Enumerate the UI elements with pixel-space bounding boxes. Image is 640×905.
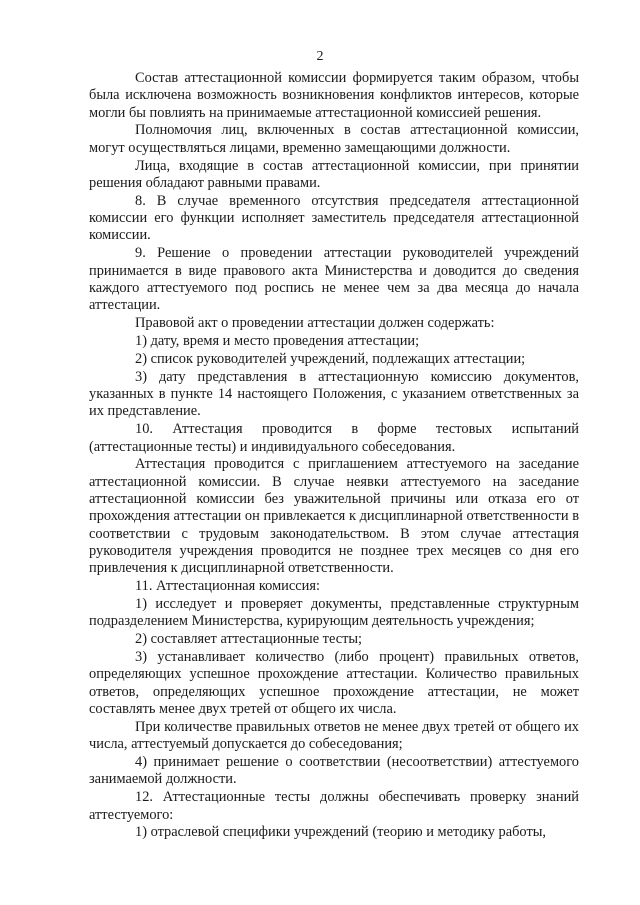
paragraph: 12. Аттестационные тесты должны обеспечивать проверку знаний аттестуемого: [89, 789, 579, 823]
paragraph: 8. В случае временного отсутствия председателя аттестационной комиссии его функции исполняет заместитель председателя аттестационной комиссии. [89, 192, 579, 244]
paragraph: 9. Решение о проведении аттестации руководителей учреждений принимается в виде правового акта Министерства и доводится до сведения каждого аттестуемого под роспись не менее чем за два месяца до начала аттестации. [89, 245, 579, 314]
list-item: 4) принимает решение о соответствии (несоответствии) аттестуемого занимаемой должности. [89, 754, 579, 788]
list-item: 3) дату представления в аттестационную комиссию документов, указанных в пункте 14 настоящего Положения, с указанием ответственных за их представление. [89, 368, 579, 420]
paragraph: Состав аттестационной комиссии формируется таким образом, чтобы была исключена возможность возникновения конфликтов интересов, которые могли бы повлиять на принимаемые аттестационной комиссией решения. [89, 70, 579, 121]
list-item: 1) исследует и проверяет документы, представленные структурным подразделением Министерства, курирующим деятельность учреждения; [89, 596, 579, 630]
paragraph: Аттестация проводится с приглашением аттестуемого на заседание аттестационной комиссии. В случае неявки аттестуемого на заседание аттестационной комиссии без уважительной причины или отказа его от прохождения аттестации он привлекается к дисциплинарной ответственности в соответствии с трудовым законодательством. В этом случае аттестация руководителя учреждения проводится не позднее трех месяцев со дня его привлечения к дисциплинарной ответственности. [89, 456, 579, 577]
paragraph: Правовой акт о проведении аттестации должен содержать: [135, 315, 495, 332]
document-body [89, 70, 579, 842]
page-number: 2 [316, 49, 324, 64]
list-item: 2) составляет аттестационные тесты; [135, 631, 363, 648]
list-item: 2) список руководителей учреждений, подлежащих аттестации; [135, 350, 526, 367]
list-item: 3) устанавливает количество (либо процент) правильных ответов, определяющих успешное прохождение аттестации. Количество правильных ответов, определяющих успешное прохождение аттестации, не может составлять менее двух третей от общего их числа. [89, 649, 579, 717]
paragraph: Полномочия лиц, включенных в состав аттестационной комиссии, могут осуществляться лицами, временно замещающими должности. [89, 122, 579, 156]
list-item: 1) отраслевой специфики учреждений (теорию и методику работы, [135, 824, 546, 841]
list-item: 1) дату, время и место проведения аттестации; [135, 333, 420, 350]
paragraph: 10. Аттестация проводится в форме тестовых испытаний (аттестационные тесты) и индивидуального собеседования. [89, 421, 579, 455]
paragraph: Лица, входящие в состав аттестационной комиссии, при принятии решения обладают равными правами. [89, 157, 579, 191]
paragraph: При количестве правильных ответов не менее двух третей от общего их числа, аттестуемый допускается до собеседования; [89, 718, 579, 753]
paragraph: 11. Аттестационная комиссия: [135, 578, 320, 595]
